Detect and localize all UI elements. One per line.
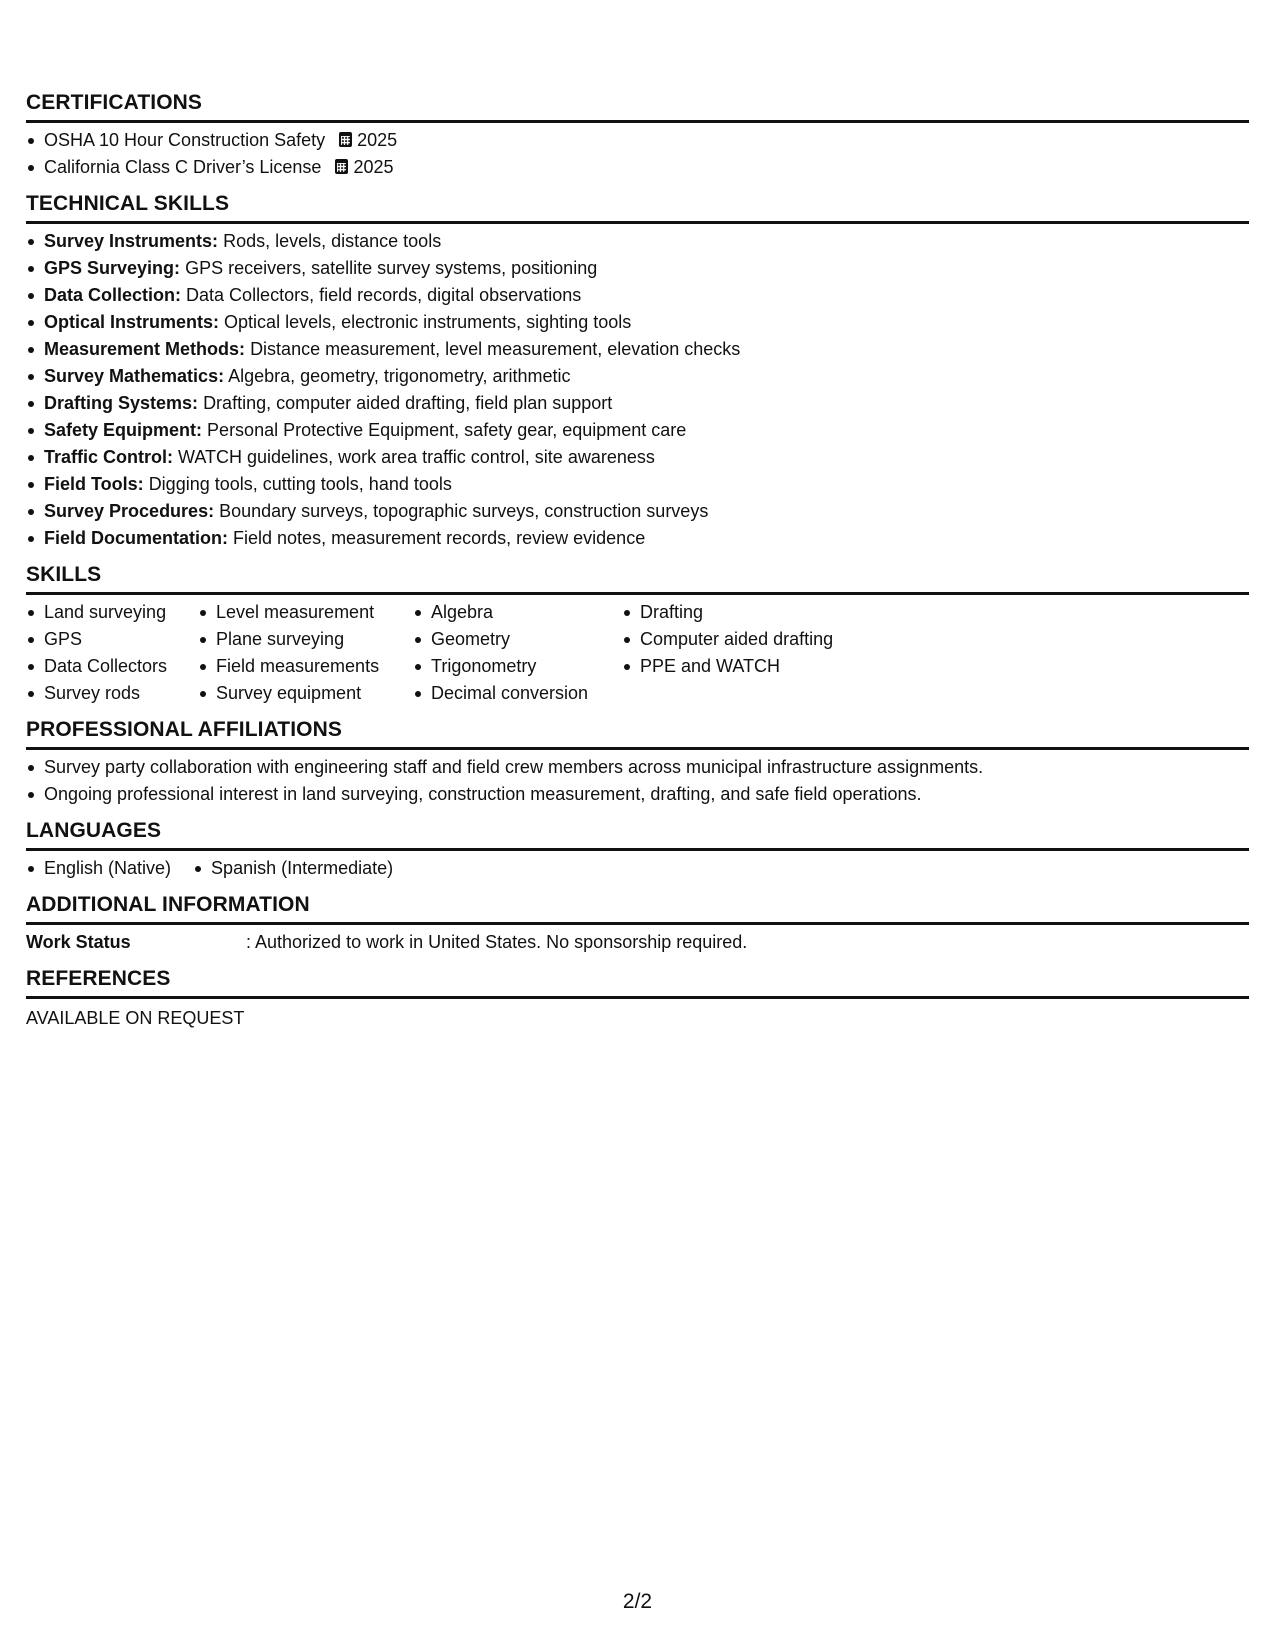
- skills-column: [413, 599, 622, 707]
- list-item: PPE and WATCH: [622, 653, 922, 680]
- list-item: Data Collectors: [26, 653, 198, 680]
- list-item: Land surveying: [26, 599, 198, 626]
- list-item: Level measurement: [198, 599, 413, 626]
- list-item: [26, 282, 1249, 309]
- section-title: REFERENCES: [26, 966, 1249, 999]
- skill-text: GPS receivers, satellite survey systems, positioning: [185, 258, 598, 278]
- list-item: Algebra: [413, 599, 622, 626]
- list-item: Trigonometry: [413, 653, 622, 680]
- references-section: [26, 966, 1249, 1032]
- list-item: [26, 390, 1249, 417]
- list-item: Field measurements: [198, 653, 413, 680]
- skill-text: WATCH guidelines, work area traffic control, site awareness: [178, 447, 655, 467]
- calendar-icon: [335, 159, 348, 174]
- list-item: [26, 228, 1249, 255]
- list-item: [26, 154, 1249, 181]
- list-item: English (Native): [26, 855, 171, 882]
- certifications-list: [26, 127, 1249, 181]
- certification-name: California Class C Driver’s License: [44, 157, 322, 177]
- list-item: Computer aided drafting: [622, 626, 922, 653]
- list-item: Geometry: [413, 626, 622, 653]
- skills-grid: [26, 599, 1249, 707]
- list-item: Spanish (Intermediate): [193, 855, 393, 882]
- section-title: LANGUAGES: [26, 818, 1249, 851]
- skill-label: GPS Surveying:: [44, 258, 181, 278]
- list-item: [26, 525, 1249, 552]
- references-text: AVAILABLE ON REQUEST: [26, 1008, 245, 1028]
- certification-name: OSHA 10 Hour Construction Safety: [44, 130, 326, 150]
- skill-label: Safety Equipment:: [44, 420, 203, 440]
- section-title: SKILLS: [26, 562, 1249, 595]
- skills-column: [622, 599, 922, 707]
- list-item: [26, 444, 1249, 471]
- languages-list: [26, 855, 1249, 882]
- skills-column: [26, 599, 198, 707]
- list-item: Survey party collaboration with engineering staff and field crew members across municipal infrastructure assignments.: [26, 754, 1249, 781]
- skill-label: Survey Mathematics:: [44, 366, 225, 386]
- skills-section: [26, 562, 1249, 707]
- section-title: ADDITIONAL INFORMATION: [26, 892, 1249, 925]
- work-status-value: : Authorized to work in United States. No sponsorship required.: [246, 932, 748, 952]
- certifications-section: [26, 90, 1249, 181]
- technical-skills-list: [26, 228, 1249, 552]
- skill-text: Personal Protective Equipment, safety gear, equipment care: [207, 420, 687, 440]
- skill-label: Optical Instruments:: [44, 312, 220, 332]
- list-item: Survey rods: [26, 680, 198, 707]
- work-status-row: [26, 929, 1249, 956]
- certification-year: 2025: [353, 157, 394, 177]
- list-item: [26, 417, 1249, 444]
- skill-label: Traffic Control:: [44, 447, 173, 467]
- work-status-label: Work Status: [26, 932, 131, 952]
- skill-label: Data Collection:: [44, 285, 182, 305]
- list-item: [26, 336, 1249, 363]
- skill-text: Drafting, computer aided drafting, field plan support: [203, 393, 613, 413]
- skill-text: Digging tools, cutting tools, hand tools: [148, 474, 452, 494]
- affiliations-list: [26, 754, 1249, 808]
- technical-skills-section: [26, 191, 1249, 552]
- resume-page: [26, 90, 1249, 1042]
- list-item: [26, 471, 1249, 498]
- skill-label: Survey Procedures:: [44, 501, 215, 521]
- skill-text: Algebra, geometry, trigonometry, arithmetic: [228, 366, 571, 386]
- list-item: Survey equipment: [198, 680, 413, 707]
- languages-section: [26, 818, 1249, 882]
- section-title: PROFESSIONAL AFFILIATIONS: [26, 717, 1249, 750]
- list-item: [26, 127, 1249, 154]
- skills-column: [198, 599, 413, 707]
- skill-label: Measurement Methods:: [44, 339, 246, 359]
- additional-info-section: [26, 892, 1249, 956]
- skill-text: Boundary surveys, topographic surveys, construction surveys: [219, 501, 709, 521]
- list-item: GPS: [26, 626, 198, 653]
- list-item: Ongoing professional interest in land surveying, construction measurement, drafting, and safe field operations.: [26, 781, 1249, 808]
- list-item: [26, 498, 1249, 525]
- skill-label: Field Tools:: [44, 474, 144, 494]
- skill-text: Optical levels, electronic instruments, sighting tools: [224, 312, 632, 332]
- section-title: TECHNICAL SKILLS: [26, 191, 1249, 224]
- list-item: Decimal conversion: [413, 680, 622, 707]
- skill-text: Field notes, measurement records, review evidence: [233, 528, 646, 548]
- calendar-icon: [339, 132, 352, 147]
- list-item: [26, 363, 1249, 390]
- skill-label: Drafting Systems:: [44, 393, 199, 413]
- section-title: CERTIFICATIONS: [26, 90, 1249, 123]
- list-item: Drafting: [622, 599, 922, 626]
- skill-label: Survey Instruments:: [44, 231, 219, 251]
- skill-text: Distance measurement, level measurement, elevation checks: [250, 339, 741, 359]
- certification-year: 2025: [357, 130, 398, 150]
- affiliations-section: [26, 717, 1249, 808]
- list-item: [26, 255, 1249, 282]
- skill-text: Data Collectors, field records, digital observations: [186, 285, 582, 305]
- page-number: 2/2: [622, 1590, 653, 1613]
- list-item: [26, 309, 1249, 336]
- skill-label: Field Documentation:: [44, 528, 228, 548]
- skill-text: Rods, levels, distance tools: [223, 231, 442, 251]
- list-item: Plane surveying: [198, 626, 413, 653]
